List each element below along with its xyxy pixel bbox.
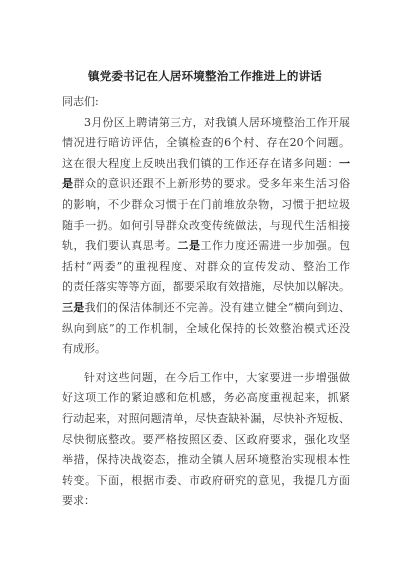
document-title: 镇党委书记在人居环境整治工作推进上的讲话 [88,69,322,83]
text-line [62,216,350,237]
bold-text: 是 [62,177,74,191]
text-run: 举措，保持决战姿态，推动全镇人居环境整治实现根本性 [62,453,350,467]
text-line [62,339,350,360]
text-line [62,491,350,512]
text-run: 括村“两委”的重视程度、对群众的宣传发动、整治工作 [62,259,350,273]
paragraph-container [62,113,350,512]
text-line [62,154,350,175]
document-body [62,92,350,520]
text-run: 这在很大程度上反映出我们镇的工作还存在诸多问题： [62,156,339,170]
bold-text: 一 [339,156,350,170]
text-run: 转变。下面，根据市委、市政府研究的意见，我提几方面 [62,473,350,487]
text-line [62,450,350,471]
text-line [62,298,350,319]
text-line [62,471,350,492]
text-run: 3月份区上聘请第三方，对我镇人居环境整治工作开展 [84,115,350,129]
text-run: 情况进行暗访评估，全镇检查的6个村、存在20个问题。 [62,136,350,150]
text-line [62,174,350,195]
bold-text: 二是 [177,239,201,253]
text-run: 好这项工作的紧迫感和危机感，务必高度重视起来，抓紧 [62,391,350,405]
text-line [62,430,350,451]
bold-text: 三是 [62,300,85,314]
text-line [62,113,350,134]
text-run: 的影响，不少群众习惯于在门前堆放杂物，习惯于把垃圾 [62,197,350,211]
salutation: 同志们: [62,95,99,108]
text-run: 工作力度还需进一步加强。包 [200,239,351,253]
text-run: 有成形。 [62,342,106,356]
text-line [62,277,350,298]
paragraph [62,113,350,360]
text-run: 行动起来，对照问题清单，尽快查缺补漏，尽快补齐短板、 [62,411,350,425]
text-run: 我们的保洁体制还不完善。没有建立健全“横向到边、 [84,300,351,314]
text-run: 纵向到底”的工作机制，全域化保持的长效整治模式还没 [62,321,350,335]
text-line [62,257,350,278]
text-run: 群众的意识还跟不上新形势的要求。受多年来生活习俗 [73,177,351,191]
text-run: 随手一扔。如何引导群众改变传统做法，与现代生活相接 [62,218,350,232]
text-line [62,319,350,340]
text-run: 要求： [62,494,95,508]
text-line [62,133,350,154]
text-run: 的责任落实等等方面，都要采取有效措施，尽快加以解决。 [62,280,350,294]
text-line [62,368,350,389]
text-run: 轨，我们要认真思考。 [62,239,178,253]
text-run: 针对这些问题，在今后工作中，大家要进一步增强做 [84,370,350,384]
text-line [62,409,350,430]
text-run: 尽快彻底整改。要严格按照区委、区政府要求，强化攻坚 [62,432,350,446]
text-line [62,195,350,216]
paragraph [62,368,350,512]
text-line [62,388,350,409]
text-line [62,236,350,257]
